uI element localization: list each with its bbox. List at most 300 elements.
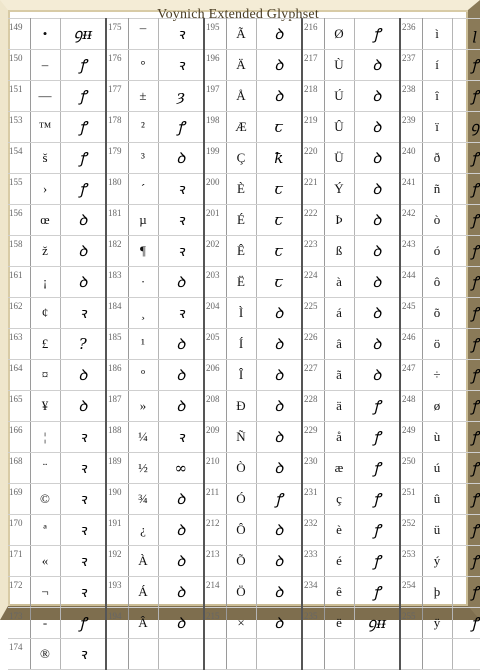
ascii-character: £: [30, 329, 60, 360]
code-number: 150: [8, 50, 30, 81]
code-number: 242: [400, 205, 422, 236]
ascii-character: é: [324, 546, 354, 577]
ascii-character: ÿ: [422, 608, 452, 639]
voynich-glyph: ꝛ: [60, 298, 106, 329]
voynich-glyph: ꝯᵻᵻ: [354, 608, 400, 639]
ascii-character: Ú: [324, 81, 354, 112]
code-number: 222: [302, 205, 324, 236]
ascii-character: ¤: [30, 360, 60, 391]
voynich-glyph: ꝛ: [60, 515, 106, 546]
code-number: 188: [106, 422, 128, 453]
ascii-character: È: [226, 174, 256, 205]
table-row: [8, 112, 480, 143]
ascii-character: ¥: [30, 391, 60, 422]
ascii-character: Ä: [226, 50, 256, 81]
voynich-glyph: ꝺ: [158, 267, 204, 298]
table-row: [8, 608, 480, 639]
code-number: 205: [204, 329, 226, 360]
voynich-glyph: ꝛ: [158, 174, 204, 205]
code-number: 220: [302, 143, 324, 174]
voynich-glyph: ꝭ: [354, 484, 400, 515]
table-row: [8, 484, 480, 515]
code-number: 173: [8, 608, 30, 639]
ascii-character: ¦: [30, 422, 60, 453]
ascii-character: [128, 639, 158, 670]
code-number: 228: [302, 391, 324, 422]
ascii-character: ë: [324, 608, 354, 639]
code-number: 223: [302, 236, 324, 267]
voynich-glyph: ꝺ: [60, 205, 106, 236]
code-number: 254: [400, 577, 422, 608]
code-number: 201: [204, 205, 226, 236]
ascii-character: [324, 639, 354, 670]
voynich-glyph: ꝭ: [354, 546, 400, 577]
ascii-character: —: [30, 81, 60, 112]
voynich-glyph: ꝭ: [256, 484, 302, 515]
code-number: 195: [204, 19, 226, 50]
glyph-table-body: [8, 19, 480, 670]
ascii-character: ¼: [128, 422, 158, 453]
code-number: 255: [400, 608, 422, 639]
voynich-glyph: ꝺ: [354, 329, 400, 360]
code-number: 210: [204, 453, 226, 484]
ascii-character: ¡: [30, 267, 60, 298]
code-number: 229: [302, 422, 324, 453]
code-number: 204: [204, 298, 226, 329]
voynich-glyph: ꝺ: [60, 267, 106, 298]
voynich-glyph: ꝺ: [158, 608, 204, 639]
ascii-character: ®: [30, 639, 60, 670]
ascii-character: -: [30, 608, 60, 639]
code-number: 182: [106, 236, 128, 267]
ascii-character: ¬: [30, 577, 60, 608]
voynich-glyph: ꝭ: [452, 422, 480, 453]
ascii-character: Â: [128, 608, 158, 639]
voynich-glyph: [158, 639, 204, 670]
voynich-glyph: ꝺ: [354, 81, 400, 112]
voynich-glyph: ꝭ: [354, 422, 400, 453]
ascii-character: ñ: [422, 174, 452, 205]
ascii-character: ¾: [128, 484, 158, 515]
code-number: 171: [8, 546, 30, 577]
code-number: 226: [302, 329, 324, 360]
code-number: 149: [8, 19, 30, 50]
voynich-glyph: ꝺ: [158, 391, 204, 422]
ascii-character: ¸: [128, 298, 158, 329]
code-number: 235: [302, 608, 324, 639]
voynich-glyph: ?: [60, 329, 106, 360]
ascii-character: ¶: [128, 236, 158, 267]
code-number: 163: [8, 329, 30, 360]
code-number: 164: [8, 360, 30, 391]
code-number: 206: [204, 360, 226, 391]
voynich-glyph: ꝭ: [60, 50, 106, 81]
voynich-glyph: ꞇ: [256, 267, 302, 298]
voynich-glyph: ꝺ: [256, 577, 302, 608]
code-number: 230: [302, 453, 324, 484]
table-row: [8, 174, 480, 205]
voynich-glyph: ꝭ: [354, 515, 400, 546]
voynich-glyph: ꝺ: [158, 546, 204, 577]
code-number: 239: [400, 112, 422, 143]
code-number: 190: [106, 484, 128, 515]
code-number: 202: [204, 236, 226, 267]
code-number: 212: [204, 515, 226, 546]
ascii-character: è: [324, 515, 354, 546]
table-row: [8, 391, 480, 422]
code-number: 248: [400, 391, 422, 422]
voynich-glyph: ꝭ: [452, 484, 480, 515]
ascii-character: «: [30, 546, 60, 577]
table-row: [8, 577, 480, 608]
code-number: 172: [8, 577, 30, 608]
ascii-character: Ý: [324, 174, 354, 205]
voynich-glyph: ꞇ: [256, 236, 302, 267]
ascii-character: Ö: [226, 577, 256, 608]
code-number: [400, 639, 422, 670]
voynich-glyph: ꝺ: [256, 50, 302, 81]
table-row: [8, 50, 480, 81]
ascii-character: À: [128, 546, 158, 577]
voynich-glyph: ꝭ: [452, 298, 480, 329]
ascii-character: ³: [128, 143, 158, 174]
table-row: [8, 19, 480, 50]
ascii-character: ø: [422, 391, 452, 422]
code-number: 234: [302, 577, 324, 608]
voynich-glyph: ꝭ: [452, 174, 480, 205]
code-number: 174: [8, 639, 30, 670]
voynich-glyph: ꝛ: [158, 205, 204, 236]
code-number: 162: [8, 298, 30, 329]
ascii-character: ´: [128, 174, 158, 205]
code-number: 161: [8, 267, 30, 298]
code-number: [204, 639, 226, 670]
voynich-glyph: ꝭ: [452, 267, 480, 298]
voynich-glyph: ꝭ: [354, 453, 400, 484]
ascii-character: Ë: [226, 267, 256, 298]
code-number: 247: [400, 360, 422, 391]
code-number: 237: [400, 50, 422, 81]
ascii-character: Í: [226, 329, 256, 360]
voynich-glyph: ꝭ: [60, 174, 106, 205]
voynich-glyph: ꝭ: [60, 81, 106, 112]
ascii-character: [226, 639, 256, 670]
code-number: 225: [302, 298, 324, 329]
voynich-glyph: ꝛ: [158, 19, 204, 50]
code-number: 216: [302, 19, 324, 50]
ascii-character: Ç: [226, 143, 256, 174]
voynich-glyph: ꝭ: [452, 81, 480, 112]
table-row: [8, 236, 480, 267]
ascii-character: ã: [324, 360, 354, 391]
ascii-character: Û: [324, 112, 354, 143]
table-row: [8, 81, 480, 112]
ascii-character: ¹: [128, 329, 158, 360]
code-number: 199: [204, 143, 226, 174]
voynich-glyph: ꝺ: [354, 298, 400, 329]
ascii-character: ò: [422, 205, 452, 236]
voynich-glyph: ꝭ: [452, 329, 480, 360]
voynich-glyph: ꝁ: [256, 143, 302, 174]
code-number: 233: [302, 546, 324, 577]
ascii-character: ·: [128, 267, 158, 298]
voynich-glyph: ꝭ: [452, 546, 480, 577]
voynich-glyph: ꝺ: [256, 329, 302, 360]
code-number: 165: [8, 391, 30, 422]
voynich-glyph: ꝺ: [60, 236, 106, 267]
code-number: 244: [400, 267, 422, 298]
code-number: 240: [400, 143, 422, 174]
ascii-character: ÷: [422, 360, 452, 391]
code-number: [302, 639, 324, 670]
voynich-glyph: ꝛ: [60, 422, 106, 453]
voynich-glyph: ꝺ: [354, 267, 400, 298]
code-number: 178: [106, 112, 128, 143]
code-number: 184: [106, 298, 128, 329]
code-number: 252: [400, 515, 422, 546]
voynich-glyph: ꝛ: [158, 50, 204, 81]
ascii-character: ç: [324, 484, 354, 515]
ascii-character: Õ: [226, 546, 256, 577]
ascii-character: õ: [422, 298, 452, 329]
ascii-character: »: [128, 391, 158, 422]
code-number: 158: [8, 236, 30, 267]
ascii-character: É: [226, 205, 256, 236]
ascii-character: ¯: [128, 19, 158, 50]
code-number: 232: [302, 515, 324, 546]
voynich-glyph: ꝺ: [256, 298, 302, 329]
voynich-glyph: ꝭ: [60, 608, 106, 639]
voynich-glyph: ꝺ: [158, 143, 204, 174]
table-row: [8, 298, 480, 329]
voynich-glyph: [354, 639, 400, 670]
voynich-glyph: ꝭ: [452, 360, 480, 391]
code-number: 176: [106, 50, 128, 81]
code-number: 193: [106, 577, 128, 608]
ascii-character: ö: [422, 329, 452, 360]
code-number: 194: [106, 608, 128, 639]
voynich-glyph: ꞇ: [256, 205, 302, 236]
code-number: 218: [302, 81, 324, 112]
table-row: [8, 422, 480, 453]
voynich-glyph: ꝺ: [256, 515, 302, 546]
voynich-glyph: ꝺ: [158, 329, 204, 360]
ascii-character: ü: [422, 515, 452, 546]
glyph-table: [8, 18, 480, 670]
code-number: 214: [204, 577, 226, 608]
voynich-glyph: ꞁ: [452, 19, 480, 50]
code-number: 189: [106, 453, 128, 484]
ascii-character: ß: [324, 236, 354, 267]
voynich-glyph: ꝺ: [256, 422, 302, 453]
voynich-glyph: ꝺ: [354, 360, 400, 391]
code-number: 200: [204, 174, 226, 205]
voynich-glyph: ꝯᵻᵻ: [60, 19, 106, 50]
voynich-glyph: ꝛ: [60, 639, 106, 670]
code-number: 231: [302, 484, 324, 515]
ascii-character: ú: [422, 453, 452, 484]
table-row: [8, 205, 480, 236]
code-number: 250: [400, 453, 422, 484]
code-number: 197: [204, 81, 226, 112]
voynich-glyph: ꝺ: [354, 143, 400, 174]
voynich-glyph: ꝺ: [354, 50, 400, 81]
voynich-glyph: ꝭ: [158, 112, 204, 143]
ascii-character: [422, 639, 452, 670]
ascii-character: ¨: [30, 453, 60, 484]
code-number: 166: [8, 422, 30, 453]
code-number: 213: [204, 546, 226, 577]
code-number: 187: [106, 391, 128, 422]
code-number: 243: [400, 236, 422, 267]
code-number: 249: [400, 422, 422, 453]
code-number: 253: [400, 546, 422, 577]
code-number: 208: [204, 391, 226, 422]
code-number: 186: [106, 360, 128, 391]
code-number: 246: [400, 329, 422, 360]
table-row: [8, 515, 480, 546]
ascii-character: Ó: [226, 484, 256, 515]
ascii-character: ù: [422, 422, 452, 453]
voynich-glyph: ꝺ: [158, 360, 204, 391]
voynich-glyph: ꝭ: [452, 143, 480, 174]
voynich-glyph: ꝛ: [60, 577, 106, 608]
ascii-character: ©: [30, 484, 60, 515]
code-number: 170: [8, 515, 30, 546]
code-number: 191: [106, 515, 128, 546]
ascii-character: ó: [422, 236, 452, 267]
ascii-character: í: [422, 50, 452, 81]
voynich-glyph: ꝺ: [256, 19, 302, 50]
ascii-character: ê: [324, 577, 354, 608]
ascii-character: Ñ: [226, 422, 256, 453]
ascii-character: ½: [128, 453, 158, 484]
code-number: 238: [400, 81, 422, 112]
code-number: 217: [302, 50, 324, 81]
ascii-character: Ô: [226, 515, 256, 546]
voynich-glyph: ꝭ: [354, 391, 400, 422]
voynich-glyph: ꝛ: [60, 484, 106, 515]
code-number: 168: [8, 453, 30, 484]
voynich-glyph: ꝺ: [354, 205, 400, 236]
voynich-glyph: ꝺ: [60, 391, 106, 422]
voynich-glyph: ꞇ: [256, 174, 302, 205]
ascii-character: ð: [422, 143, 452, 174]
voynich-glyph: ꝺ: [256, 360, 302, 391]
code-number: 192: [106, 546, 128, 577]
voynich-glyph: [256, 639, 302, 670]
code-number: 236: [400, 19, 422, 50]
ascii-character: ¢: [30, 298, 60, 329]
voynich-glyph: ꝺ: [158, 484, 204, 515]
voynich-glyph: ꝺ: [354, 112, 400, 143]
ascii-character: þ: [422, 577, 452, 608]
code-number: 215: [204, 608, 226, 639]
code-number: 245: [400, 298, 422, 329]
code-number: 211: [204, 484, 226, 515]
voynich-glyph: ȝ: [158, 81, 204, 112]
ascii-character: á: [324, 298, 354, 329]
voynich-glyph: ∞: [158, 453, 204, 484]
voynich-glyph: ꝺ: [256, 81, 302, 112]
ascii-character: ì: [422, 19, 452, 50]
voynich-glyph: ꝭ: [354, 577, 400, 608]
voynich-glyph: ꞇ: [256, 112, 302, 143]
code-number: [106, 639, 128, 670]
ascii-character: å: [324, 422, 354, 453]
voynich-glyph: ꝺ: [256, 391, 302, 422]
ascii-character: ›: [30, 174, 60, 205]
voynich-glyph: ꝭ: [452, 577, 480, 608]
ascii-character: ä: [324, 391, 354, 422]
ascii-character: Á: [128, 577, 158, 608]
code-number: 156: [8, 205, 30, 236]
code-number: 151: [8, 81, 30, 112]
voynich-glyph: ꝭ: [452, 50, 480, 81]
ascii-character: Þ: [324, 205, 354, 236]
ascii-character: Æ: [226, 112, 256, 143]
ascii-character: û: [422, 484, 452, 515]
ascii-character: µ: [128, 205, 158, 236]
code-number: 209: [204, 422, 226, 453]
code-number: 153: [8, 112, 30, 143]
code-number: 183: [106, 267, 128, 298]
code-number: 175: [106, 19, 128, 50]
ascii-character: æ: [324, 453, 354, 484]
voynich-glyph: ꝭ: [452, 236, 480, 267]
voynich-glyph: ꝺ: [256, 608, 302, 639]
voynich-glyph: ꝭ: [452, 453, 480, 484]
table-row: [8, 639, 480, 670]
voynich-glyph: ꝭ: [452, 608, 480, 639]
ascii-character: –: [30, 50, 60, 81]
code-number: 221: [302, 174, 324, 205]
ascii-character: Ù: [324, 50, 354, 81]
table-row: [8, 267, 480, 298]
ascii-character: ±: [128, 81, 158, 112]
voynich-glyph: ꝺ: [60, 360, 106, 391]
table-row: [8, 360, 480, 391]
ascii-character: Ã: [226, 19, 256, 50]
code-number: 180: [106, 174, 128, 205]
code-number: 177: [106, 81, 128, 112]
voynich-glyph: ꝭ: [60, 143, 106, 174]
code-number: 155: [8, 174, 30, 205]
ascii-character: ô: [422, 267, 452, 298]
ascii-character: ¿: [128, 515, 158, 546]
ascii-character: ï: [422, 112, 452, 143]
ascii-character: º: [128, 360, 158, 391]
ascii-character: à: [324, 267, 354, 298]
ascii-character: Å: [226, 81, 256, 112]
voynich-glyph: ꝛ: [60, 546, 106, 577]
voynich-glyph: ꝛ: [60, 453, 106, 484]
ascii-character: ž: [30, 236, 60, 267]
page-title: Voynich Extended Glyphset: [157, 7, 319, 22]
code-number: 154: [8, 143, 30, 174]
voynich-glyph: ꝺ: [256, 546, 302, 577]
code-number: 227: [302, 360, 324, 391]
ascii-character: î: [422, 81, 452, 112]
voynich-glyph: ꝭ: [452, 515, 480, 546]
voynich-glyph: ꝭ: [60, 112, 106, 143]
table-row: [8, 546, 480, 577]
voynich-glyph: ꝛ: [158, 422, 204, 453]
ascii-character: •: [30, 19, 60, 50]
ascii-character: Ð: [226, 391, 256, 422]
code-number: 198: [204, 112, 226, 143]
voynich-glyph: ꝺ: [354, 174, 400, 205]
